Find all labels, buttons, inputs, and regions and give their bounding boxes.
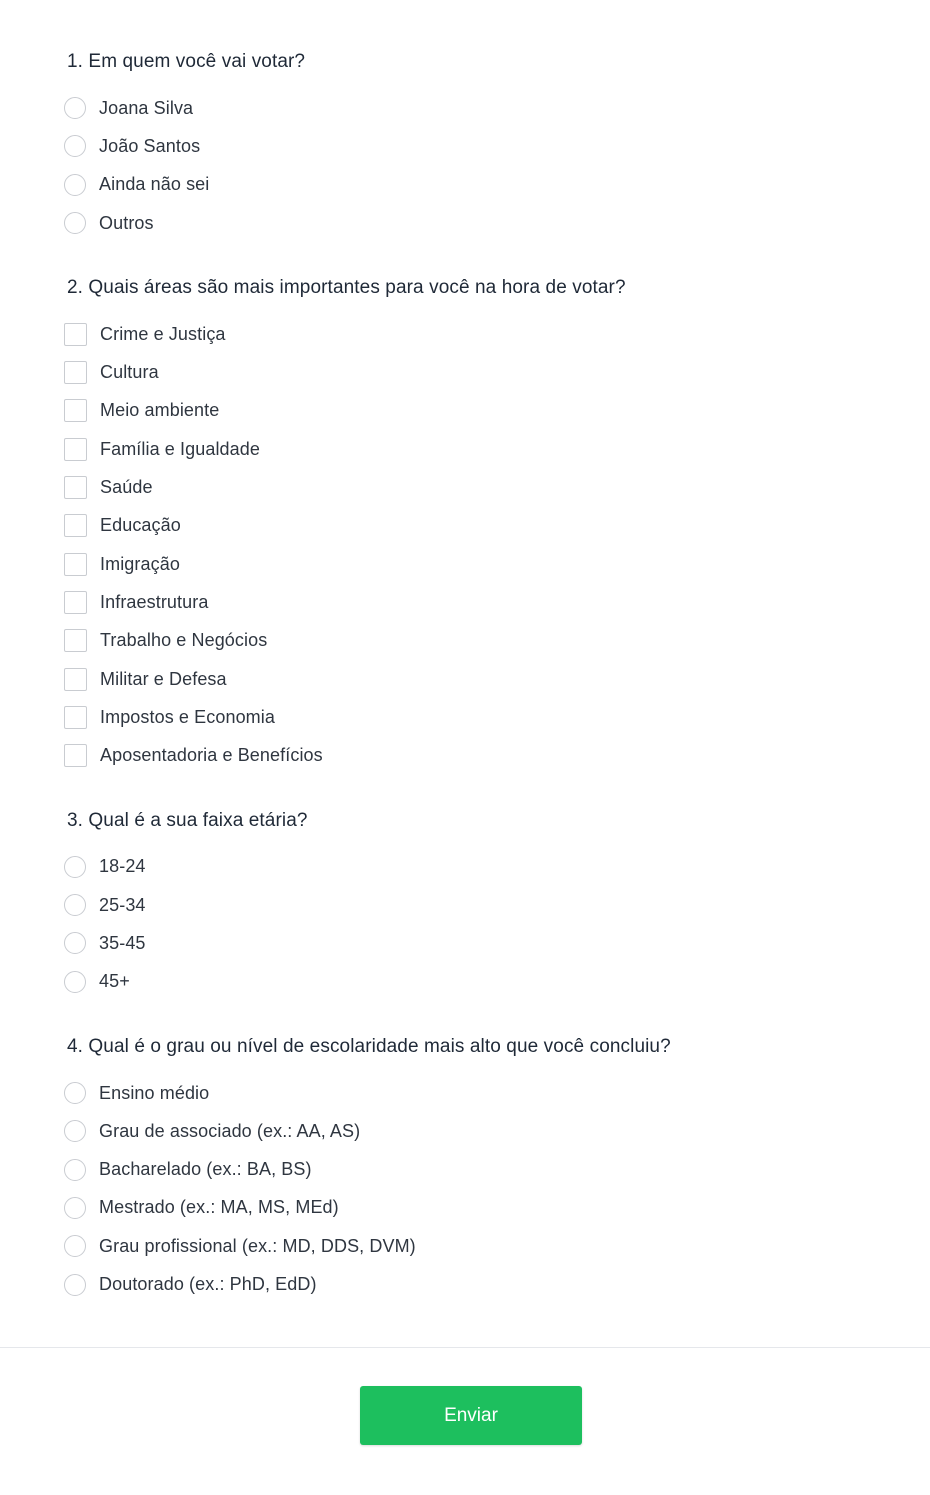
radio-option[interactable] [64,1074,930,1112]
checkbox-option[interactable] [64,507,930,545]
radio-option[interactable] [64,127,930,165]
checkbox[interactable] [64,514,87,537]
checkbox[interactable] [64,591,87,614]
option-label: Joana Silva [99,97,194,118]
radio-option[interactable] [64,89,930,127]
question-title: 4. Qual é o grau ou nível de escolaridade mais alto que você concluiu? [67,1035,671,1057]
radio-option[interactable] [64,166,930,204]
option-label: João Santos [99,135,201,156]
checkbox[interactable] [64,438,87,461]
option-label: Doutorado (ex.: PhD, EdD) [99,1274,317,1295]
option-label: 45+ [99,971,130,992]
radio-option[interactable] [64,1112,930,1150]
question-2 [67,276,930,775]
radio-button[interactable] [64,1274,86,1296]
radio-option[interactable] [64,1265,930,1303]
checkbox-option[interactable] [64,315,930,353]
radio-option[interactable] [64,963,930,1001]
checkbox-option[interactable] [64,545,930,583]
checkbox[interactable] [64,399,87,422]
radio-button[interactable] [64,1120,86,1142]
radio-button[interactable] [64,1235,86,1257]
option-label: Bacharelado (ex.: BA, BS) [99,1159,312,1180]
radio-button[interactable] [64,1197,86,1219]
radio-button[interactable] [64,174,86,196]
checkbox-option[interactable] [64,353,930,391]
option-label: Grau profissional (ex.: MD, DDS, DVM) [99,1235,416,1256]
option-label: Ainda não sei [99,174,210,195]
radio-option[interactable] [64,1151,930,1189]
radio-option[interactable] [64,924,930,962]
radio-button[interactable] [64,1159,86,1181]
question-1 [67,50,930,242]
checkbox-option[interactable] [64,698,930,736]
checkbox[interactable] [64,744,87,767]
radio-option[interactable] [64,204,930,242]
radio-button[interactable] [64,894,86,916]
checkbox[interactable] [64,706,87,729]
option-label: Aposentadoria e Benefícios [100,745,323,766]
option-label: Ensino médio [99,1082,210,1103]
option-label: Educação [100,515,181,536]
checkbox-option[interactable] [64,622,930,660]
option-label: 18-24 [99,856,146,877]
options-list [64,1074,930,1304]
checkbox[interactable] [64,553,87,576]
radio-option[interactable] [64,1227,930,1265]
question-title: 1. Em quem você vai votar? [67,51,306,72]
option-label: Saúde [100,477,153,498]
footer-divider [0,1347,930,1348]
option-label: Grau de associado (ex.: AA, AS) [99,1120,361,1141]
radio-button[interactable] [64,212,86,234]
radio-button[interactable] [64,135,86,157]
submit-button[interactable]: Enviar [360,1386,582,1445]
option-label: Trabalho e Negócios [100,630,268,651]
options-list [64,848,930,1001]
radio-button[interactable] [64,97,86,119]
radio-option[interactable] [64,1189,930,1227]
checkbox-option[interactable] [64,583,930,621]
option-label: Crime e Justiça [100,323,226,344]
radio-button[interactable] [64,856,86,878]
question-4 [67,1035,930,1304]
checkbox-option[interactable] [64,468,930,506]
question-title: 2. Quais áreas são mais importantes para você na hora de votar? [67,277,626,299]
option-label: Cultura [100,362,159,383]
option-label: 35-45 [99,932,146,953]
radio-option[interactable] [64,886,930,924]
option-label: Imigração [100,553,180,574]
checkbox[interactable] [64,476,87,499]
option-label: Infraestrutura [100,591,209,612]
checkbox-option[interactable] [64,392,930,430]
checkbox[interactable] [64,361,87,384]
checkbox[interactable] [64,629,87,652]
question-title: 3. Qual é a sua faixa etária? [67,809,308,831]
radio-button[interactable] [64,971,86,993]
option-label: Impostos e Economia [100,706,275,727]
option-label: Família e Igualdade [100,438,260,459]
radio-option[interactable] [64,848,930,886]
checkbox-option[interactable] [64,660,930,698]
option-label: 25-34 [99,894,146,915]
option-label: Meio ambiente [100,400,220,421]
radio-button[interactable] [64,1082,86,1104]
options-list [64,89,930,242]
question-3 [67,809,930,1001]
option-label: Militar e Defesa [100,668,227,689]
option-label: Mestrado (ex.: MA, MS, MEd) [99,1197,339,1218]
checkbox[interactable] [64,668,87,691]
checkbox-option[interactable] [64,736,930,774]
checkbox-option[interactable] [64,430,930,468]
radio-button[interactable] [64,932,86,954]
checkbox[interactable] [64,323,87,346]
options-list [64,315,930,775]
option-label: Outros [99,212,154,233]
